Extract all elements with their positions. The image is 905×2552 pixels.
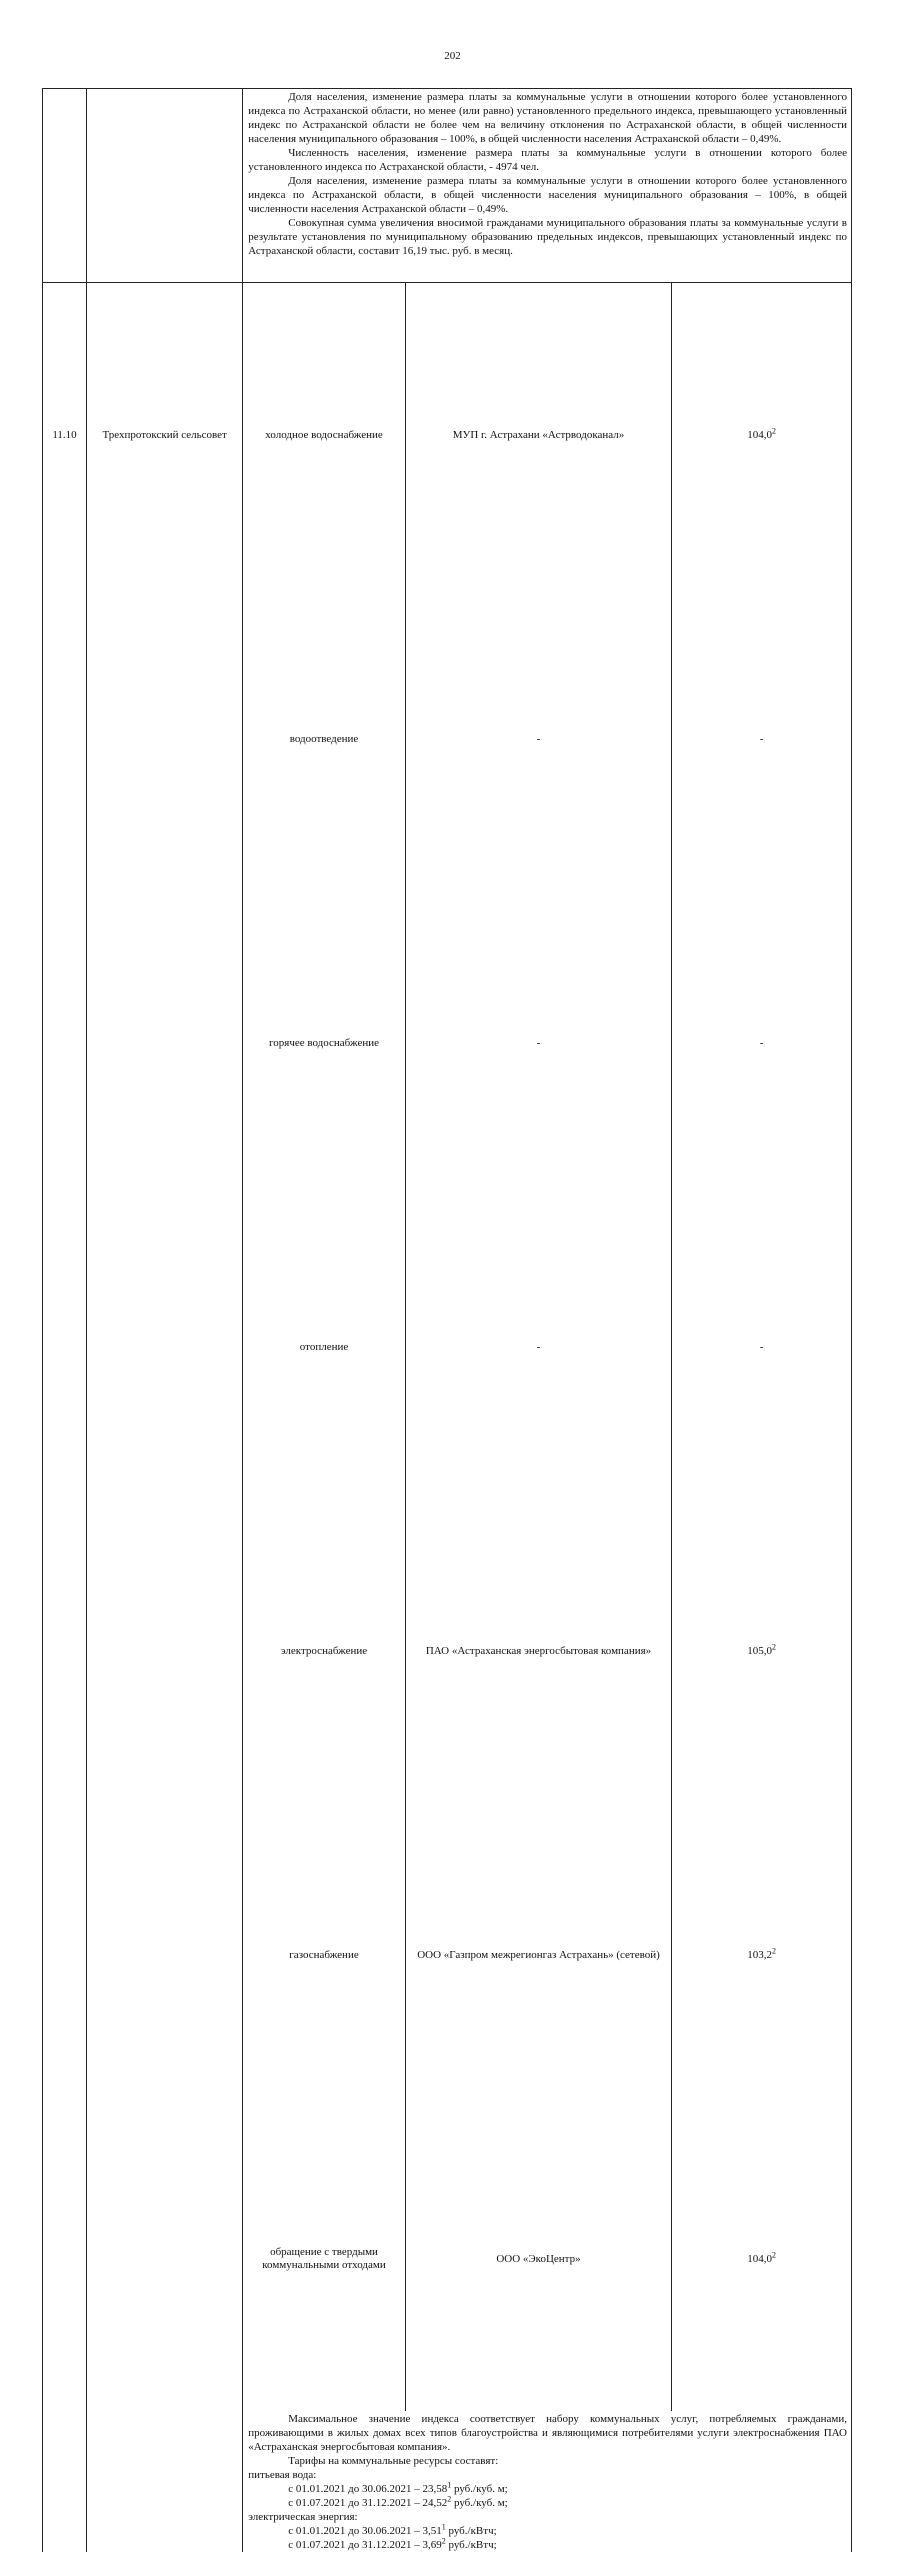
provider-name: МУП г. Астрахани «Астрводоканал» xyxy=(405,283,671,587)
municipality-name: Трехпротокский сельсовет xyxy=(95,428,235,442)
tariff-line: с 01.07.2021 до 31.12.2021 – 24,52$^2$ руб./куб. м; xyxy=(248,2496,847,2510)
top-text-cell xyxy=(243,89,852,283)
index-value: 103,2$^2$ xyxy=(672,1803,851,2107)
service-name: водоотведение xyxy=(243,587,405,891)
paragraph: Тарифы на коммунальные ресурсы составят: xyxy=(248,2454,847,2468)
tariff-line: с 01.07.2021 до 31.12.2021 – 3,69$^2$ руб./кВтч; xyxy=(248,2538,847,2552)
index-value: 105,0$^2$ xyxy=(672,1499,851,1803)
table-row xyxy=(43,89,852,283)
services-table xyxy=(243,283,851,2411)
service-name: отопление xyxy=(243,1195,405,1499)
provider-name: - xyxy=(405,1195,671,1499)
index-value: 104,0$^2$ xyxy=(672,2107,851,2411)
provider-name: ООО «Газпром межрегионгаз Астрахань» (сетевой) xyxy=(405,1803,671,2107)
service-row xyxy=(243,891,851,1195)
index-value: - xyxy=(672,587,851,891)
paragraph: Максимальное значение индекса соответствует набору коммунальных услуг, потребляемых гражданами, проживающими в жилых домах всех типов благоустройства и являющимися потребителями услуги электроснабжения ПАО «Астраханская энергосбытовая компания». xyxy=(248,2412,847,2454)
services-cell xyxy=(243,283,852,2552)
service-name: обращение с твердыми коммунальными отходами xyxy=(243,2107,405,2411)
paragraph: Численность населения, изменение размера платы за коммунальные услуги в отношении которого более установленного индекса по Астраханской области, - 4974 чел. xyxy=(248,146,847,174)
tariff-line: с 01.01.2021 до 30.06.2021 – 3,51$^1$ руб./кВтч; xyxy=(248,2524,847,2538)
provider-name: - xyxy=(405,891,671,1195)
row-number: 11.10 xyxy=(43,283,87,2552)
service-name: холодное водоснабжение xyxy=(243,283,405,587)
provider-name: ООО «ЭкоЦентр» xyxy=(405,2107,671,2411)
tariff-description xyxy=(243,2411,851,2552)
paragraph: Доля населения, изменение размера платы за коммунальные услуги в отношении которого более установленного индекса по Астраханской области, но менее (или равно) установленного предельного индекса, превышающего установленный индекс по Астраханской области не более чем на величину отклонения по Астраханской области, в общей численности населения муниципального образования – 100%, в общей численности населения Астраханской области – 0,49%. xyxy=(248,90,847,146)
service-row xyxy=(243,2107,851,2411)
paragraph: Совокупная сумма увеличения вносимой гражданами муниципального образования платы за коммунальные услуги в результате установления по муниципальному образованию предельных индексов, превышающих установленный индекс по Астраханской области, составит 16,19 тыс. руб. в месяц. xyxy=(248,216,847,258)
service-name: электроснабжение xyxy=(243,1499,405,1803)
service-row xyxy=(243,1499,851,1803)
empty-cell xyxy=(87,89,243,283)
paragraph: электрическая энергия: xyxy=(248,2510,847,2524)
municipality-cell xyxy=(87,283,243,2552)
service-row xyxy=(243,1803,851,2107)
provider-name: - xyxy=(405,587,671,891)
paragraph: питьевая вода: xyxy=(248,2468,847,2482)
index-value: - xyxy=(672,1195,851,1499)
paragraph: Доля населения, изменение размера платы за коммунальные услуги в отношении которого более установленного индекса по Астраханской области, в общей численности населения муниципального образования – 100%, в общей численности населения Астраханской области – 0,49%. xyxy=(248,174,847,216)
service-name: газоснабжение xyxy=(243,1803,405,2107)
service-row xyxy=(243,1195,851,1499)
index-value: 104,0$^2$ xyxy=(672,283,851,587)
index-value: - xyxy=(672,891,851,1195)
empty-cell xyxy=(43,89,87,283)
municipal-index-table xyxy=(42,88,852,2552)
service-row xyxy=(243,587,851,891)
table-row xyxy=(43,283,852,2552)
provider-name: ПАО «Астраханская энергосбытовая компания» xyxy=(405,1499,671,1803)
tariff-line: с 01.01.2021 до 30.06.2021 – 23,58$^1$ руб./куб. м; xyxy=(248,2482,847,2496)
service-name: горячее водоснабжение xyxy=(243,891,405,1195)
service-row xyxy=(243,283,851,587)
page-number: 202 xyxy=(0,50,905,62)
